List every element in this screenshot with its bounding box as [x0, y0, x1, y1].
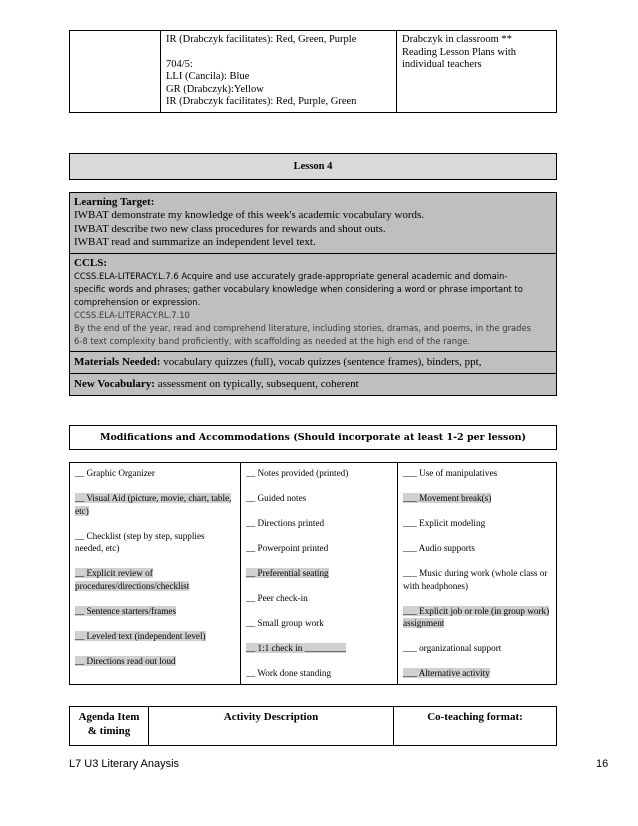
accommodation-item: [403, 642, 551, 655]
ccls-line: specific words and phrases; gather vocabulary knowledge when considering a word or phrase important to: [74, 283, 523, 294]
accommodation-item: [246, 667, 392, 680]
accommodation-item: [75, 655, 235, 668]
lesson-details-box: [69, 192, 557, 396]
learning-target-section: [70, 193, 556, 254]
top-line: individual teachers: [402, 59, 482, 70]
learning-target-line: IWBAT describe two new class procedures for rewards and shout outs.: [74, 222, 386, 235]
accommodation-item: [403, 667, 551, 680]
accommodation-label: ___ Music during work (whole class or with headphones): [403, 568, 548, 591]
accommodation-label: __ Small group work: [246, 618, 324, 628]
footer-title: L7 U3 Literary Anaysis: [69, 758, 180, 770]
accommodation-label: __ Explicit review of procedures/directions/checklist: [75, 568, 190, 591]
materials-value: vocabulary quizzes (full), vocab quizzes (sentence frames), binders, ppt,: [160, 355, 482, 368]
ccls-title: CCLS:: [74, 256, 108, 269]
accommodation-label: __ Sentence starters/frames: [75, 605, 177, 616]
accommodation-label: __ Graphic Organizer: [75, 468, 155, 478]
ccls-line: 6-8 text complexity band proficiently, with scaffolding as needed at the high end of the range.: [74, 335, 471, 346]
top-table-cell-3: [397, 31, 557, 113]
top-line: Drabczyk in classroom **: [402, 34, 512, 45]
accommodation-label: ___ Explicit job or role (in group work) assignment: [403, 605, 550, 628]
top-line: 704/5:: [166, 58, 193, 70]
learning-target-title: Learning Target:: [74, 196, 155, 208]
accommodation-label: ___ Alternative activity: [403, 668, 490, 678]
ccls-section: [70, 254, 556, 352]
accommodation-item: [403, 467, 551, 480]
vocabulary-label: New Vocabulary:: [74, 377, 155, 390]
activity-description-header: Activity Description: [149, 707, 394, 746]
accommodations-table: [69, 462, 557, 685]
accommodation-label: ___ Audio supports: [403, 543, 475, 553]
accommodation-item: [246, 492, 392, 505]
accommodation-label: ___ Explicit modeling: [403, 518, 486, 528]
accommodation-item: [246, 592, 392, 605]
accommodation-label: __ Directions printed: [246, 518, 325, 528]
accommodation-label: __ Peer check-in: [246, 593, 308, 603]
accommodation-item: [246, 467, 392, 480]
page-number: 16: [596, 758, 609, 770]
accommodation-item: [246, 642, 392, 655]
accommodation-item: [75, 567, 235, 592]
accommodation-item: [246, 542, 392, 555]
accommodation-item: [75, 630, 235, 643]
materials-label: Materials Needed:: [74, 355, 161, 368]
accommodations-column-3: [398, 463, 557, 685]
accommodation-label: __ Notes provided (printed): [246, 468, 349, 478]
agenda-table: [69, 706, 557, 746]
top-table-cell-2: [161, 31, 397, 113]
accommodation-label: __ Work done standing: [246, 668, 332, 678]
top-line: IR (Drabczyk facilitates): Red, Purple, Green: [166, 96, 357, 107]
top-line: LLI (Cancila): Blue: [166, 71, 250, 82]
agenda-item-header: Agenda Item & timing: [70, 707, 149, 746]
ccls-line: comprehension or expression.: [74, 296, 201, 307]
lesson-header: Lesson 4: [69, 153, 557, 180]
accommodation-item: [246, 567, 392, 580]
accommodation-label: ___ organizational support: [403, 643, 502, 653]
accommodation-item: [75, 467, 235, 480]
accommodation-item: [75, 530, 235, 555]
co-teaching-header: Co-teaching format:: [394, 707, 557, 746]
learning-target-line: IWBAT demonstrate my knowledge of this week's academic vocabulary words.: [74, 209, 425, 221]
accommodation-item: [403, 605, 551, 630]
accommodation-item: [246, 517, 392, 530]
accommodation-label: __ Directions read out loud: [75, 655, 176, 666]
accommodation-item: [403, 567, 551, 592]
accommodation-item: [75, 605, 235, 618]
accommodation-item: [403, 517, 551, 530]
materials-section: [70, 352, 556, 374]
accommodation-label: __ Guided notes: [246, 493, 307, 503]
accommodations-column-2: [241, 463, 398, 685]
accommodation-label: __ 1:1 check in _________: [246, 643, 347, 653]
top-line: IR (Drabczyk facilitates): Red, Green, Purple: [166, 34, 357, 45]
ccls-line: By the end of the year, read and comprehend literature, including stories, dramas, and poems, in the grades: [74, 322, 531, 333]
top-table-cell-1: [70, 31, 161, 113]
accommodation-item: [75, 492, 235, 517]
accommodation-item: [403, 542, 551, 555]
accommodations-column-1: [70, 463, 241, 685]
top-line: GR (Drabczyk):Yellow: [166, 83, 264, 95]
accommodation-label: __ Visual Aid (picture, movie, chart, table, etc): [75, 493, 232, 516]
accommodation-label: __ Powerpoint printed: [246, 543, 329, 553]
vocabulary-section: [70, 374, 556, 395]
modifications-header: Modifications and Accommodations (Should incorporate at least 1-2 per lesson): [69, 425, 557, 450]
learning-target-line: IWBAT read and summarize an independent level text.: [74, 236, 316, 248]
vocabulary-value: assessment on typically, subsequent, coherent: [154, 377, 359, 390]
top-table: [69, 30, 557, 113]
accommodation-label: __ Leveled text (independent level): [75, 630, 206, 641]
accommodation-label: ___ Use of manipulatives: [403, 468, 498, 478]
accommodation-item: [246, 617, 392, 630]
accommodation-item: [403, 492, 551, 505]
top-line: Reading Lesson Plans with: [402, 46, 517, 58]
accommodation-label: __ Preferential seating: [246, 568, 329, 578]
ccls-code: CCSS.ELA-LITERACY.RL.7.10: [74, 309, 190, 320]
accommodation-label: __ Checklist (step by step, supplies needed, etc): [75, 530, 205, 553]
accommodation-label: ___ Movement break(s): [403, 493, 492, 503]
ccls-line: CCSS.ELA-LITERACY.L.7.6 Acquire and use accurately grade-appropriate general academic and domain-: [74, 270, 508, 281]
